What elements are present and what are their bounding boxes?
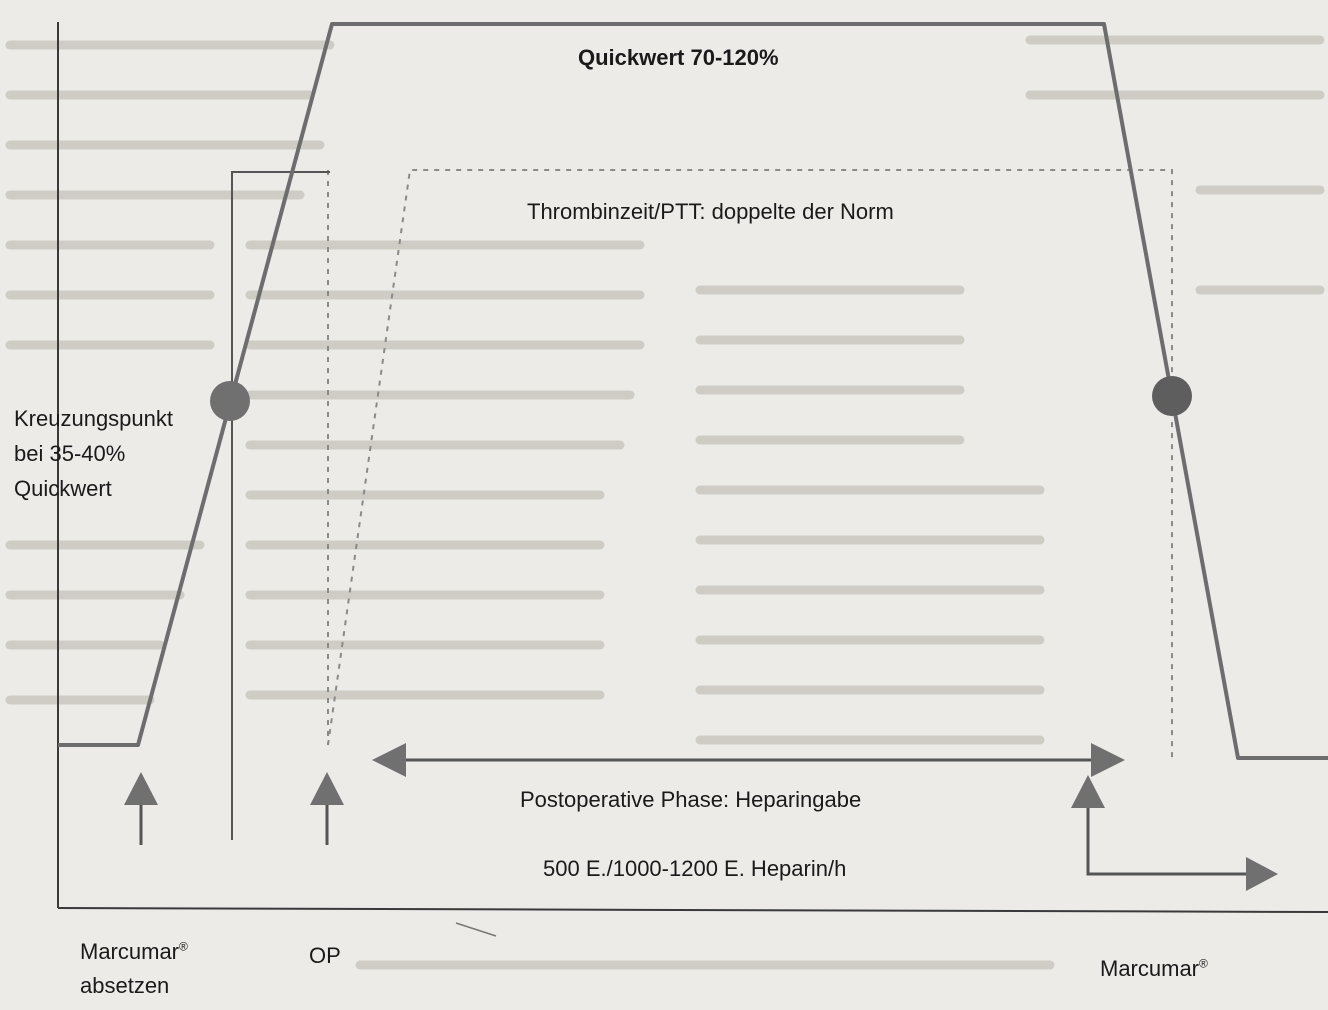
quick-range-label: Quickwert 70-120% xyxy=(578,45,779,70)
marcumar-resume-arrow xyxy=(1071,775,1278,891)
marcumar-stop-label-line2: absetzen xyxy=(80,973,170,998)
crossing-point-marker xyxy=(210,381,250,421)
crossing-bracket-line xyxy=(232,172,330,840)
marcumar-stop-arrow xyxy=(124,772,158,845)
thrombin-ptt-curve xyxy=(328,170,1172,760)
heparin-dose-label: 500 E./1000-1200 E. Heparin/h xyxy=(543,856,847,881)
marcumar-resume-label: Marcumar® xyxy=(1100,956,1208,981)
background-print-texture xyxy=(10,40,1320,965)
marcumar-stop-label-line1: Marcumar® xyxy=(80,939,188,964)
postoperative-phase-arrow xyxy=(372,743,1125,777)
crossing-point-label-line2: bei 35-40% xyxy=(14,441,126,466)
thrombin-label: Thrombinzeit/PTT: doppelte der Norm xyxy=(527,199,894,224)
resume-crossing-marker xyxy=(1152,376,1192,416)
op-label: OP xyxy=(309,943,341,968)
postop-phase-label: Postoperative Phase: Heparingabe xyxy=(520,787,862,812)
crossing-point-label-line1: Kreuzungspunkt xyxy=(14,406,173,431)
stray-mark xyxy=(456,923,496,936)
op-arrow xyxy=(310,772,344,845)
x-axis xyxy=(58,908,1328,912)
crossing-point-label-line3: Quickwert xyxy=(14,476,112,501)
